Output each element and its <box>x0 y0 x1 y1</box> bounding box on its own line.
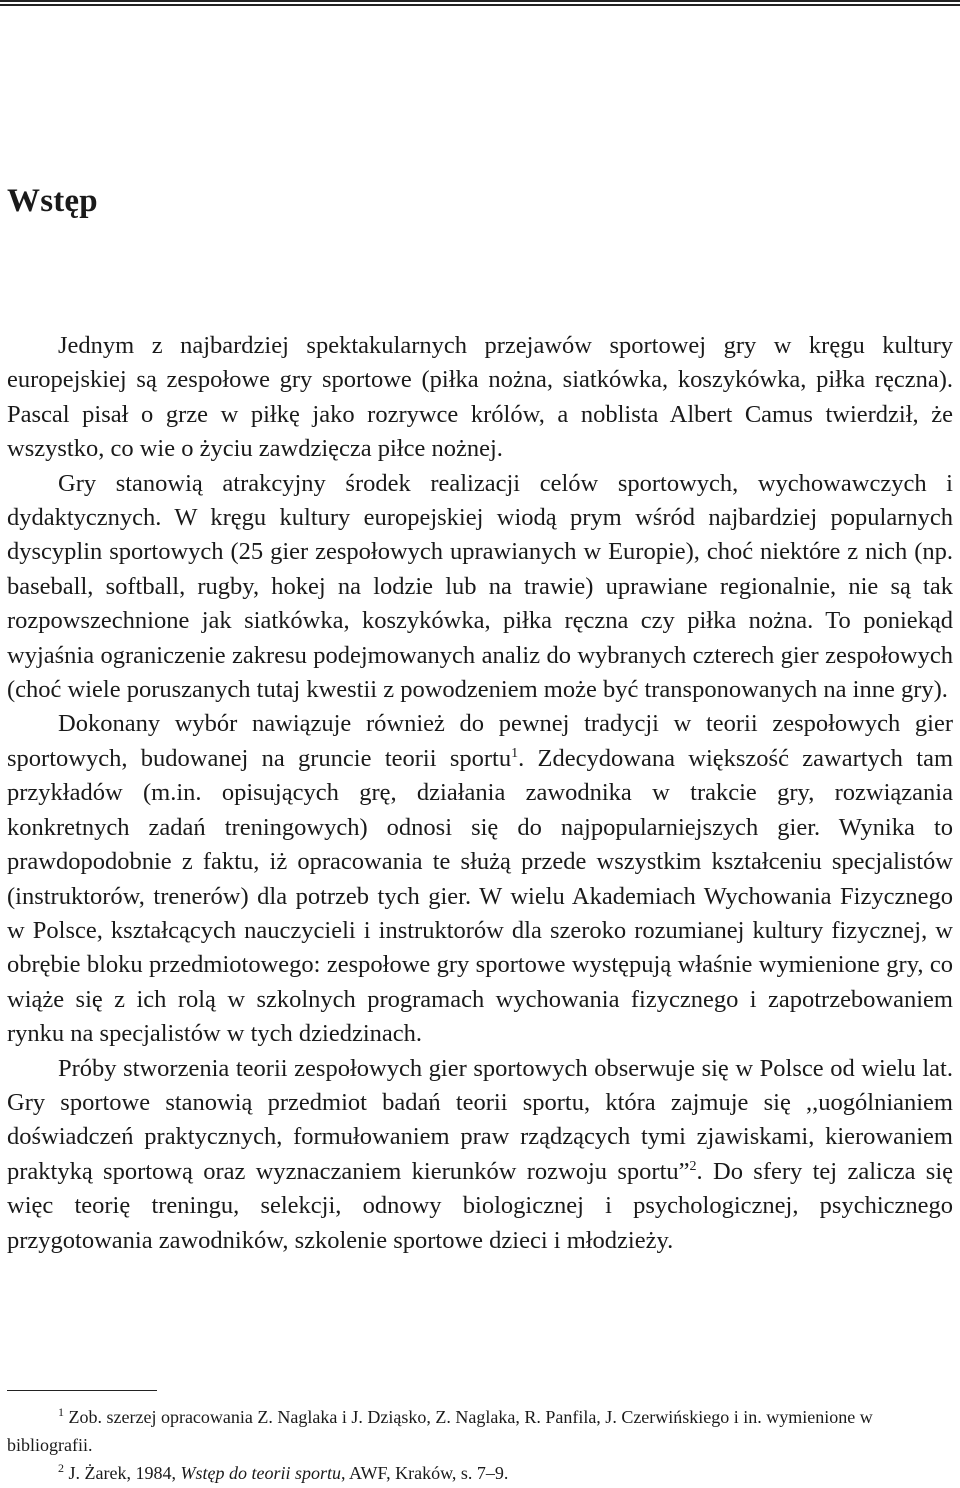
page-title: Wstęp <box>7 183 98 219</box>
paragraph-1: Jednym z najbardziej spektakularnych przejawów sportowej gry w kręgu kultury europejskiej są zespołowe gry sportowe (piłka nożna, siatkówka, koszykówka, piłka ręczna). Pascal pisał o grze w piłkę jako rozrywce królów, a noblista Albert Camus twierdził, że wszystko, co wie o życiu zawdzięcza piłce nożnej. <box>7 332 953 463</box>
top-rule <box>0 0 960 6</box>
paragraph-4 <box>7 1052 953 1258</box>
footnote-ref-2: 2 <box>689 1158 697 1174</box>
footnote-2 <box>7 1459 953 1487</box>
paragraph-4-text-before: Próby stworzenia teorii zespołowych gier sportowych obserwuje się w Polsce od wielu lat. Gry sportowe stanowią przedmiot badań teorii sportu, która zajmuje się ,,uogólnianiem doświadczeń praktycznych, formułowaniem praw rządzących tymi zjawiskami, kierowaniem praktyką sportową oraz wyznaczaniem kierunków rozwoju sportu” <box>7 1054 953 1185</box>
paragraph-3-text-before: Dokonany wybór nawiązuje również do pewnej tradycji w teorii zespołowych gier sportowych, budowanej na gruncie teorii sportu <box>7 710 953 772</box>
footnote-ref-1: 1 <box>511 745 519 761</box>
paragraph-2: Gry stanowią atrakcyjny środek realizacji celów sportowych, wychowawczych i dydaktycznych. W kręgu kultury europejskiej wiodą prym wśród najbardziej popularnych dyscyplin sportowych (25 gier zespołowych uprawianych w Europie), choć niektóre z nich (np. baseball, softball, rugby, hokej na lodzie lub na trawie) uprawiane regionalnie, nie są tak rozpowszechnione jak siatkówka, koszykówka, piłka ręczna czy piłka nożna. To poniekąd wyjaśnia ograniczenie zakresu podejmowanych analiz do wybranych czterech gier zespołowych (choć wiele poruszanych tutaj kwestii z powodzeniem może być transponowanych na inne gry). <box>7 469 953 704</box>
footnote-2-text-pre: J. Żarek, 1984, <box>68 1463 181 1483</box>
footnotes <box>7 1403 953 1487</box>
footnote-2-text-post: , AWF, Kraków, s. 7–9. <box>340 1463 509 1483</box>
footnote-2-book-title: Wstęp do teorii sportu <box>180 1463 341 1483</box>
paragraph-4-text-after: . Do sfery tej zalicza się więc teorię treningu, selekcji, odnowy biologicznej i psychologicznej, psychicznego przygotowania zawodników, szkolenie sportowe dzieci i młodzieży. <box>7 1157 954 1254</box>
footnote-1-number: 1 <box>58 1405 64 1419</box>
body-text <box>7 329 953 1258</box>
footnote-2-number: 2 <box>58 1461 64 1475</box>
footnote-1 <box>7 1403 953 1459</box>
paragraph-3-text-after: . Zdecydowana większość zawartych tam przykładów (m.in. opisujących grę, działania zawodnika w trakcie gry, rozwiązania konkretnych zadań treningowych) odnosi się do najpopularniejszych gier. Wynika to prawdopodobnie z faktu, iż opracowania te służą przede wszystkim kształceniu specjalistów (instruktorów, trenerów) dla potrzeb tych gier. W wielu Akademiach Wychowania Fizycznego w Polsce, kształcących nauczycieli i instruktorów dla szeroko rozumianej kultury fizycznej, w obrębie bloku przedmiotowego: zespołowe gry sportowe występują właśnie wymienione gry, co wiąże się z ich rolą w szkolnych programach wychowania fizycznego i zapotrzebowaniem rynku na specjalistów w tych dziedzinach. <box>7 744 953 1048</box>
footnote-1-text: Zob. szerzej opracowania Z. Naglaka i J. Dziąsko, Z. Naglaka, R. Panfila, J. Czerwińskiego i in. wymienione w bibliografii. <box>7 1407 873 1455</box>
paragraph-3 <box>7 707 953 1051</box>
footnote-separator <box>7 1390 157 1391</box>
